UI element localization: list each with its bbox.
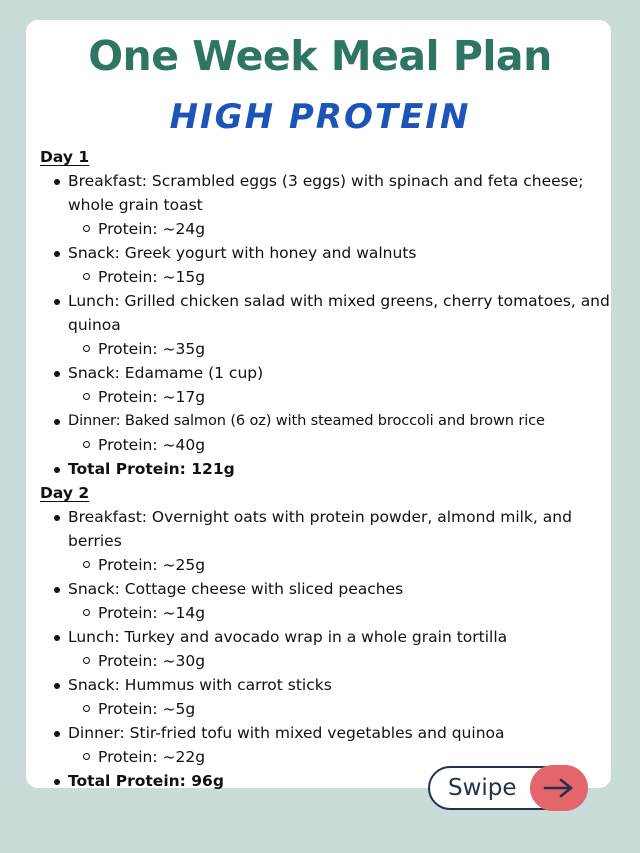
meal-item — [40, 673, 615, 721]
meal-description: Lunch: Grilled chicken salad with mixed greens, cherry tomatoes, and quinoa — [68, 292, 610, 334]
meal-description: Lunch: Turkey and avocado wrap in a whole grain tortilla — [68, 628, 508, 646]
meal-item — [40, 721, 615, 769]
protein-amount: Protein: ~30g — [68, 649, 615, 673]
meal-plan-content — [40, 145, 615, 793]
protein-amount: Protein: ~5g — [68, 697, 615, 721]
page-subtitle: HIGH PROTEIN — [169, 97, 471, 137]
meal-description: Dinner: Stir-fried tofu with mixed vegetables and quinoa — [68, 724, 505, 742]
protein-amount: Protein: ~22g — [68, 745, 615, 769]
meal-list — [40, 169, 615, 481]
meal-item — [40, 361, 615, 409]
protein-amount: Protein: ~14g — [68, 601, 615, 625]
meal-description: Snack: Cottage cheese with sliced peaches — [68, 580, 404, 598]
protein-amount: Protein: ~17g — [68, 385, 615, 409]
total-protein-item — [40, 457, 615, 481]
swipe-label: Swipe — [448, 775, 517, 801]
protein-amount: Protein: ~25g — [68, 553, 615, 577]
meal-description: Breakfast: Overnight oats with protein powder, almond milk, and berries — [68, 508, 572, 550]
meal-item — [40, 289, 615, 361]
meal-item — [40, 577, 615, 625]
meal-item — [40, 241, 615, 289]
page-title: One Week Meal Plan — [88, 32, 552, 80]
protein-amount: Protein: ~40g — [68, 433, 615, 457]
meal-item — [40, 409, 615, 457]
protein-amount: Protein: ~35g — [68, 337, 615, 361]
meal-item — [40, 625, 615, 673]
day-heading: Day 1 — [40, 148, 90, 166]
meal-description: Breakfast: Scrambled eggs (3 eggs) with spinach and feta cheese; whole grain toast — [68, 172, 584, 214]
total-protein: Total Protein: 96g — [68, 772, 224, 790]
swipe-button[interactable] — [428, 766, 586, 810]
day-section — [40, 145, 615, 481]
day-section — [40, 481, 615, 793]
meal-description: Snack: Edamame (1 cup) — [68, 364, 264, 382]
meal-description: Snack: Hummus with carrot sticks — [68, 676, 332, 694]
protein-amount: Protein: ~15g — [68, 265, 615, 289]
day-heading: Day 2 — [40, 484, 90, 502]
protein-amount: Protein: ~24g — [68, 217, 615, 241]
meal-description: Dinner: Baked salmon (6 oz) with steamed broccoli and brown rice — [68, 412, 545, 429]
meal-list — [40, 505, 615, 793]
total-protein: Total Protein: 121g — [68, 460, 235, 478]
meal-description: Snack: Greek yogurt with honey and walnuts — [68, 244, 417, 262]
meal-item — [40, 505, 615, 577]
arrow-right-icon — [530, 765, 588, 811]
meal-item — [40, 169, 615, 241]
